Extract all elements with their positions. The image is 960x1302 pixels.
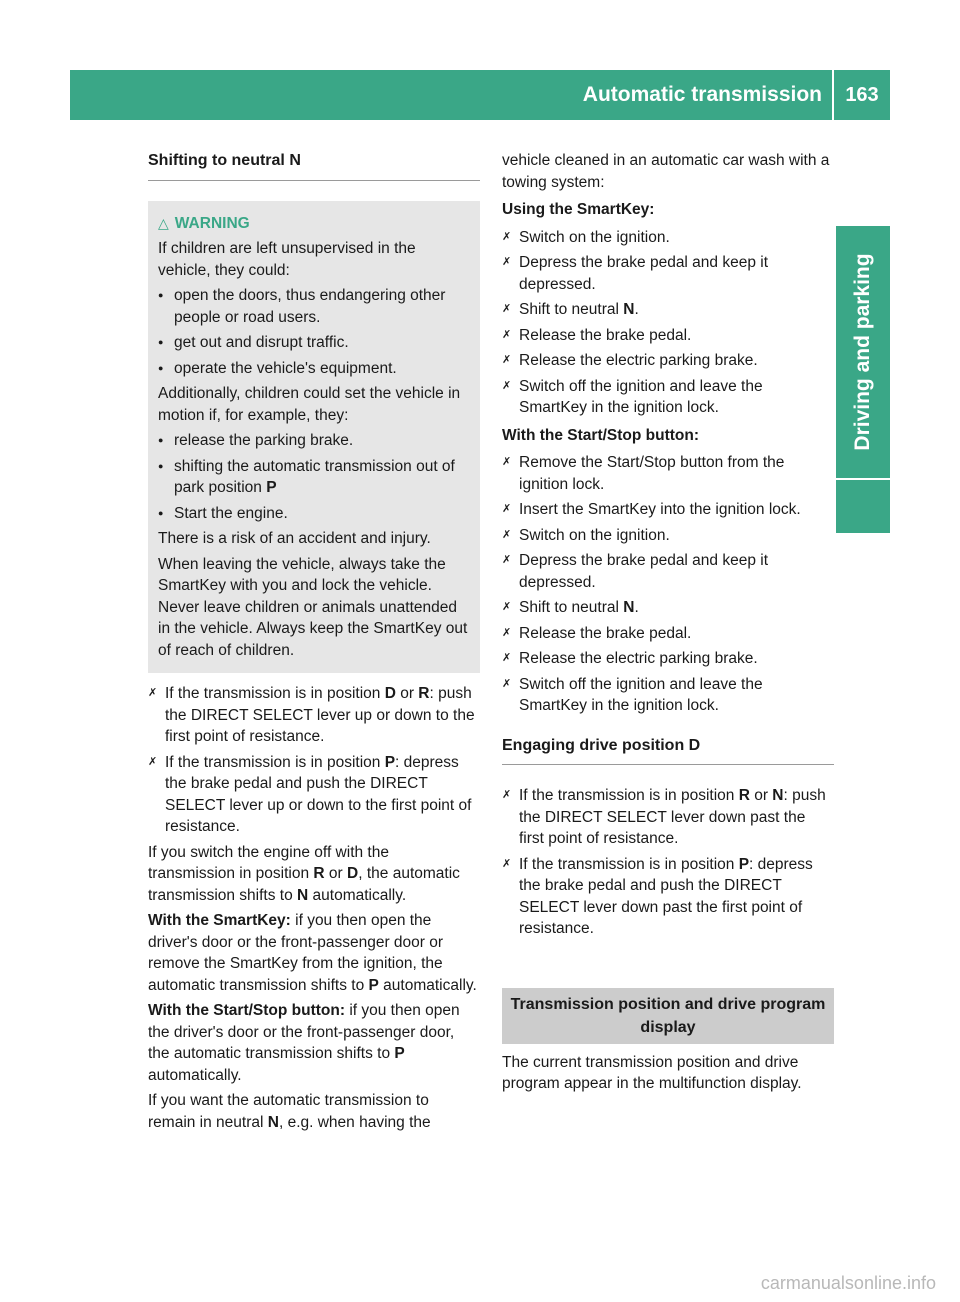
- step-arrow-icon: ✗: [502, 328, 512, 341]
- grey-section-heading: Transmission position and drive program display: [502, 988, 834, 1044]
- step-arrow-icon: ✗: [148, 755, 158, 768]
- step-arrow-icon: ✗: [502, 554, 512, 566]
- step-item: ✗ Release the electric parking brake.: [502, 350, 834, 372]
- step-arrow-icon: ✗: [502, 503, 512, 515]
- list-item: ● Start the engine.: [158, 503, 472, 525]
- step-arrow-icon: ✗: [502, 601, 512, 613]
- step-arrow-icon: ✗: [502, 652, 512, 664]
- step-arrow-icon: ✗: [502, 379, 512, 392]
- warning-leaving: When leaving the vehicle, always take the SmartKey with you and lock the vehicle. Never leave children or animals unattended in the vehicle. Always keep the SmartKey out of reach of children.: [158, 555, 468, 659]
- list-item: ● operate the vehicle's equipment.: [158, 358, 472, 380]
- step-arrow-icon: ✗: [502, 256, 512, 268]
- warning-title: △ WARNING: [158, 214, 250, 232]
- section-heading-drive: Engaging drive position D: [502, 735, 834, 766]
- page-number: 163: [845, 84, 879, 106]
- step-item: ✗ Release the brake pedal.: [502, 325, 834, 347]
- smartkey-steps: [502, 227, 834, 419]
- drive-steps: [502, 785, 834, 940]
- warning-box: [148, 201, 480, 674]
- list-item: ● release the parking brake.: [158, 430, 472, 452]
- step-arrow-icon: ✗: [502, 789, 512, 801]
- step-item: ✗ If the transmission is in position D or R: push the DIRECT SELECT lever up or down to the first point of resistance.: [148, 685, 475, 745]
- step-item: ✗ Depress the brake pedal and keep it depressed.: [502, 552, 769, 591]
- right-column: [502, 150, 834, 1099]
- paragraph-smartkey: With the SmartKey: if you then open the driver's door or the front-passenger door or remove the SmartKey from the ignition, the automatic transmission shifts to P automatically.: [148, 912, 477, 994]
- chapter-tab: [836, 226, 890, 478]
- step-arrow-icon: ✗: [502, 677, 512, 690]
- step-item: ✗ If the transmission is in position R or N: push the DIRECT SELECT lever down past the first point of resistance.: [502, 787, 826, 847]
- step-item: ✗ Shift to neutral N.: [502, 299, 834, 321]
- left-column: [148, 150, 480, 1137]
- chapter-marker: [836, 480, 890, 533]
- chapter-tab-label: Driving and parking: [851, 253, 874, 451]
- step-item: ✗ Switch off the ignition and leave the SmartKey in the ignition lock.: [502, 377, 763, 416]
- step-item: ✗ Switch off the ignition and leave the SmartKey in the ignition lock.: [502, 675, 763, 714]
- paragraph-engine-off: If you switch the engine off with the transmission in position R or D, the automatic transmission shifts to N automatically.: [148, 843, 460, 904]
- step-arrow-icon: ✗: [502, 857, 512, 870]
- warning-additionally: Additionally, children could set the vehicle in motion if, for example, they:: [158, 385, 461, 424]
- step-arrow-icon: ✗: [148, 687, 158, 699]
- step-item: ✗ Insert the SmartKey into the ignition lock.: [502, 499, 834, 521]
- paragraph-continued: vehicle cleaned in an automatic car wash with a towing system:: [502, 152, 830, 191]
- paragraph-display: The current transmission position and drive program appear in the multifunction display.: [502, 1053, 802, 1092]
- step-item: ✗ Depress the brake pedal and keep it depressed.: [502, 254, 769, 293]
- step-item: ✗ Switch on the ignition.: [502, 227, 834, 249]
- list-item: ● open the doors, thus endangering other people or road users.: [158, 285, 472, 328]
- step-arrow-icon: ✗: [502, 354, 512, 366]
- header-bar: [70, 70, 890, 120]
- warning-triangle-icon: △: [158, 214, 169, 231]
- step-item: ✗ Release the brake pedal.: [502, 623, 834, 645]
- paragraph-remain-neutral: If you want the automatic transmission to remain in neutral N, e.g. when having the: [148, 1092, 431, 1131]
- step-arrow-icon: ✗: [502, 303, 512, 315]
- warning-list-1: [158, 285, 472, 379]
- subheading-start-stop: With the Start/Stop button:: [502, 426, 700, 444]
- step-arrow-icon: ✗: [502, 456, 512, 468]
- list-item: ● shifting the automatic transmission out of park position P: [158, 456, 472, 499]
- watermark: carmanualsonline.info: [760, 1273, 936, 1293]
- warning-risk: There is a risk of an accident and injury.: [158, 530, 431, 547]
- step-item: ✗ Shift to neutral N.: [502, 597, 834, 619]
- step-item: ✗ Release the electric parking brake.: [502, 648, 834, 670]
- step-item: ✗ If the transmission is in position P: depress the brake pedal and push the DIRECT SELECT lever down past the first point of resistance.: [502, 855, 813, 937]
- neutral-steps: [148, 683, 480, 838]
- subheading-smartkey: Using the SmartKey:: [502, 201, 655, 218]
- start-stop-steps: [502, 452, 834, 717]
- warning-intro: If children are left unsupervised in the vehicle, they could:: [158, 240, 416, 279]
- step-arrow-icon: ✗: [502, 626, 512, 639]
- section-heading-neutral: Shifting to neutral N: [148, 150, 480, 181]
- paragraph-start-stop: With the Start/Stop button: if you then open the driver's door or the front-passenger door, the automatic transmission shifts to P automatically.: [148, 1002, 460, 1084]
- step-arrow-icon: ✗: [502, 230, 512, 243]
- step-item: ✗ Remove the Start/Stop button from the ignition lock.: [502, 454, 785, 493]
- section-title: Automatic transmission: [582, 83, 822, 106]
- step-item: ✗ Switch on the ignition.: [502, 525, 834, 547]
- step-item: ✗ If the transmission is in position P: depress the brake pedal and push the DIRECT SELECT lever up or down to the first point of resistance.: [148, 753, 472, 835]
- step-arrow-icon: ✗: [502, 528, 512, 541]
- list-item: ● get out and disrupt traffic.: [158, 332, 472, 354]
- warning-list-2: [158, 430, 472, 524]
